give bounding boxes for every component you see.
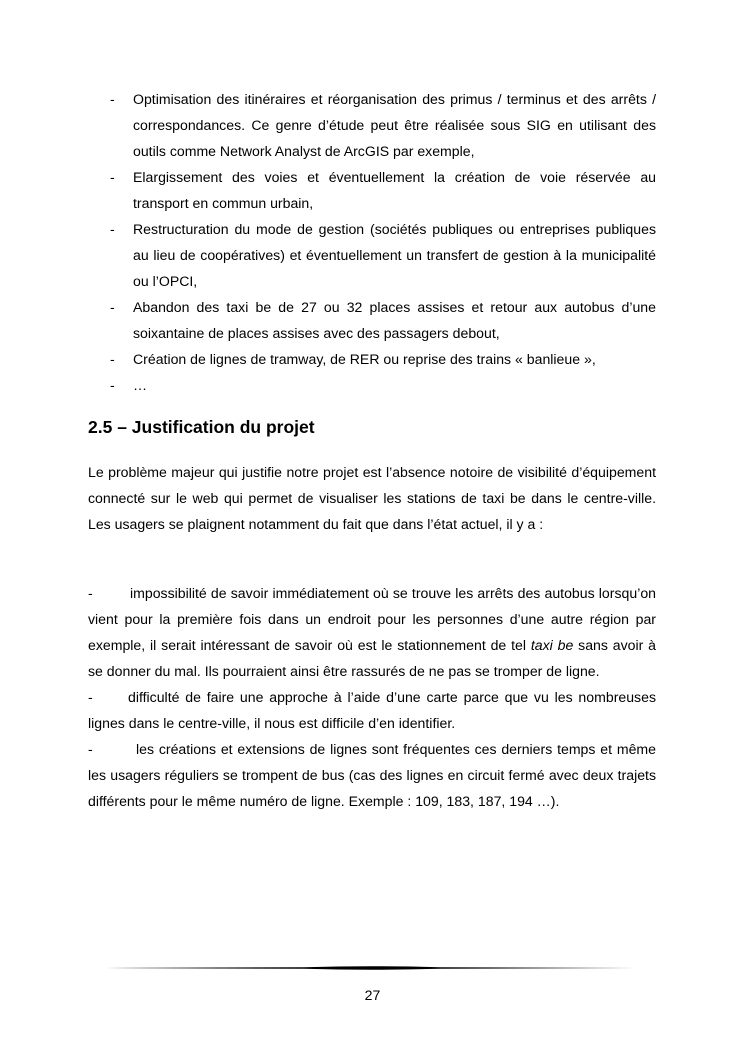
- problem-item: [88, 736, 656, 814]
- intro-paragraph: Le problème majeur qui justifie notre projet est l’absence notoire de visibilité d’équipement connecté sur le web qui permet de visualiser les stations de taxi be dans le centre-ville. Les usagers se plaignent notamment du fait que dans l’état actuel, il y a :: [88, 464, 656, 532]
- bullet-dash: -: [110, 91, 115, 107]
- bullet-dash: -: [110, 351, 115, 367]
- item-text: sans avoir à se donner du mal. Ils pourraient ainsi être rassurés de ne pas se tromper de ligne.: [88, 637, 657, 679]
- footer-rule: [104, 964, 640, 972]
- item-dash: -: [88, 741, 93, 757]
- bullet-text: Abandon des taxi be de 27 ou 32 places assises et retour aux autobus d’une soixantaine de places assises avec des passagers debout,: [133, 299, 656, 341]
- bullet-item: [88, 346, 656, 372]
- bullet-item: [88, 164, 656, 216]
- bullet-text: Création de lignes de tramway, de RER ou reprise des trains « banlieue »,: [133, 351, 596, 367]
- page-number: 27: [364, 987, 381, 1003]
- bullet-item: [88, 86, 656, 164]
- bullet-item: [88, 216, 656, 294]
- bullet-list: [88, 86, 656, 398]
- problem-list: [88, 580, 656, 814]
- item-text: impossibilité de savoir immédiatement où se trouve les arrêts des autobus lorsqu’on vient pour la première fois dans un endroit pour les personnes d’une autre région par exemple, il serait intéressant de savoir où est le stationnement de tel: [88, 585, 656, 653]
- item-dash: -: [88, 689, 93, 705]
- bullet-dash: -: [110, 377, 115, 393]
- bullet-dash: -: [110, 169, 115, 185]
- bullet-item: [88, 372, 656, 398]
- bullet-dash: -: [110, 221, 115, 237]
- bullet-text: …: [133, 377, 148, 393]
- section-heading: 2.5 – Justification du projet: [88, 417, 315, 437]
- bullet-item: [88, 294, 656, 346]
- problem-item: [88, 684, 656, 736]
- bullet-dash: -: [110, 299, 115, 315]
- item-text: difficulté de faire une approche à l’aide d’une carte parce que vu les nombreuses lignes dans le centre-ville, il nous est difficile d’en identifier.: [88, 689, 656, 731]
- bullet-text: Elargissement des voies et éventuellement la création de voie réservée au transport en commun urbain,: [133, 169, 656, 211]
- item-dash: -: [88, 585, 93, 601]
- bullet-text: Optimisation des itinéraires et réorganisation des primus / terminus et des arrêts / correspondances. Ce genre d’étude peut être réalisée sous SIG en utilisant des outils comme Network Analyst de ArcGIS par exemple,: [133, 91, 656, 159]
- bullet-text: Restructuration du mode de gestion (sociétés publiques ou entreprises publiques au lieu de coopératives) et éventuellement un transfert de gestion à la municipalité ou l’OPCI,: [133, 221, 656, 289]
- problem-item: [88, 580, 656, 684]
- item-text: les créations et extensions de lignes sont fréquentes ces derniers temps et même les usagers réguliers se trompent de bus (cas des lignes en circuit fermé avec deux trajets différents pour le même numéro de ligne. Exemple : 109, 183, 187, 194 …).: [88, 741, 656, 809]
- footer-rule-shape: [104, 966, 640, 970]
- item-italic-text: taxi be: [530, 637, 574, 653]
